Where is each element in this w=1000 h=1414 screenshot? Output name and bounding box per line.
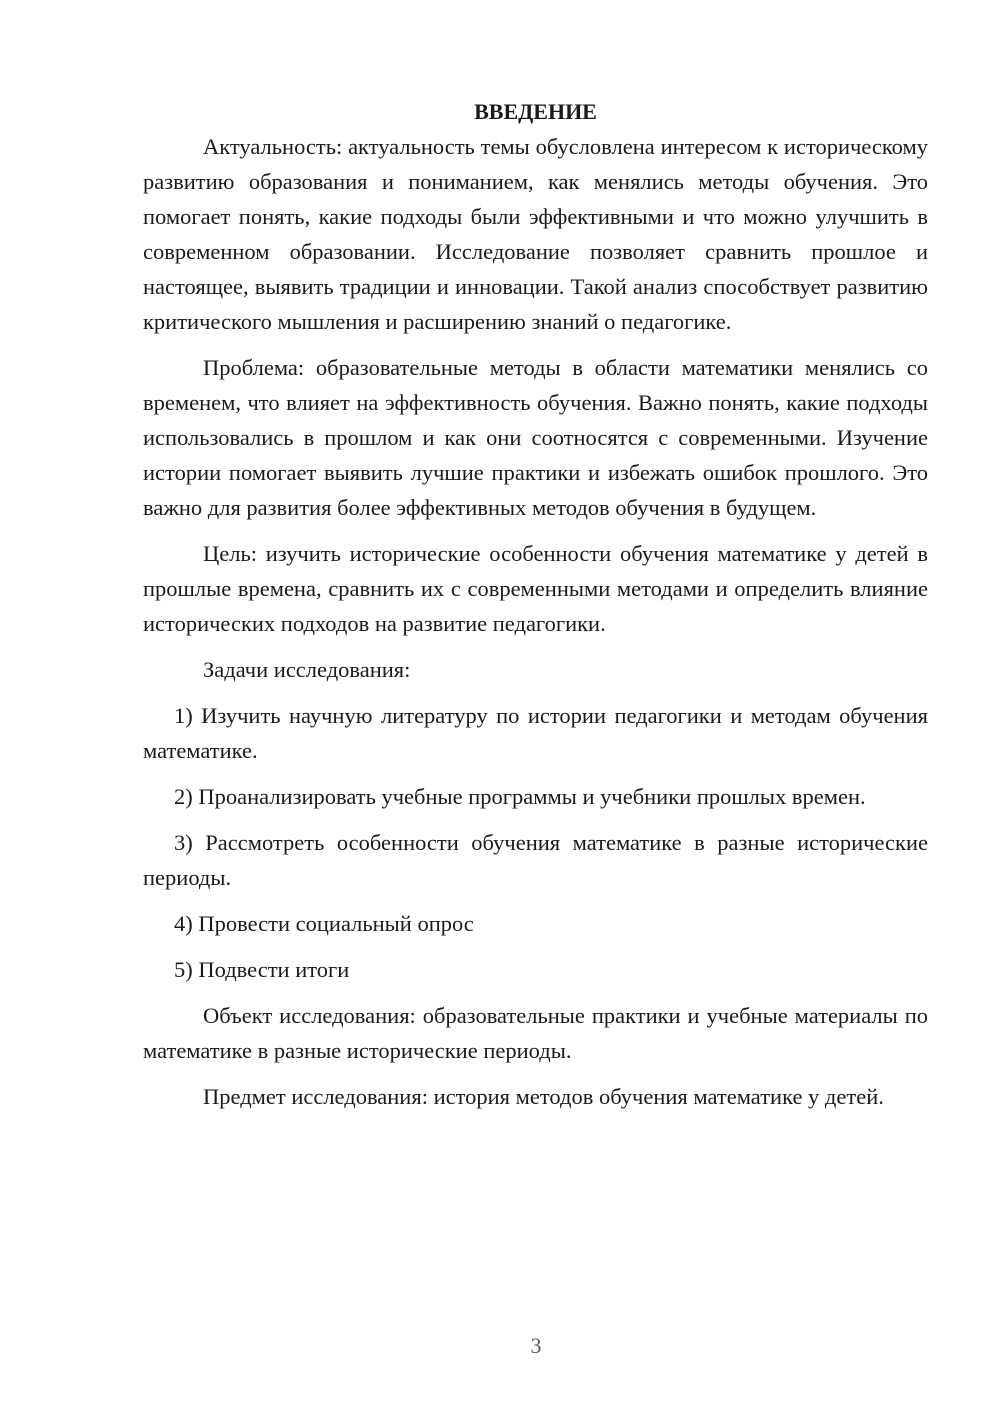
subject-paragraph: Предмет исследования: история методов обучения математике у детей. [203, 1084, 884, 1109]
document-body [143, 94, 928, 1114]
tasks-title: Задачи исследования: [203, 657, 411, 682]
task-item: 1) Изучить научную литературу по истории педагогики и методам обучения математике. [143, 703, 928, 763]
task-item: 3) Рассмотреть особенности обучения математике в разные исторические периоды. [143, 830, 928, 890]
task-item: 2) Проанализировать учебные программы и учебники прошлых времен. [174, 784, 866, 809]
page-title: ВВЕДЕНИЕ [474, 99, 597, 124]
goal-paragraph: Цель: изучить исторические особенности обучения математике у детей в прошлые времена, сравнить их с современными методами и определить влияние исторических подходов на развитие педагогики. [143, 541, 928, 636]
relevance-paragraph: Актуальность: актуальность темы обусловлена интересом к историческому развитию образования и пониманием, как менялись методы обучения. Это помогает понять, какие подходы были эффективными и что можно улучшить в современном образовании. Исследование позволяет сравнить прошлое и настоящее, выявить традиции и инновации. Такой анализ способствует развитию критического мышления и расширению знаний о педагогике. [143, 134, 928, 334]
page-number: 3 [530, 1333, 542, 1358]
tasks-list [143, 698, 928, 987]
task-item: 4) Провести социальный опрос [174, 911, 474, 936]
task-item: 5) Подвести итоги [174, 957, 350, 982]
problem-paragraph: Проблема: образовательные методы в области математики менялись со временем, что влияет на эффективность обучения. Важно понять, какие подходы использовались в прошлом и как они соотносятся с современными. Изучение истории помогает выявить лучшие практики и избежать ошибок прошлого. Это важно для развития более эффективных методов обучения в будущем. [143, 355, 928, 520]
object-paragraph: Объект исследования: образовательные практики и учебные материалы по математике в разные исторические периоды. [143, 1003, 928, 1063]
